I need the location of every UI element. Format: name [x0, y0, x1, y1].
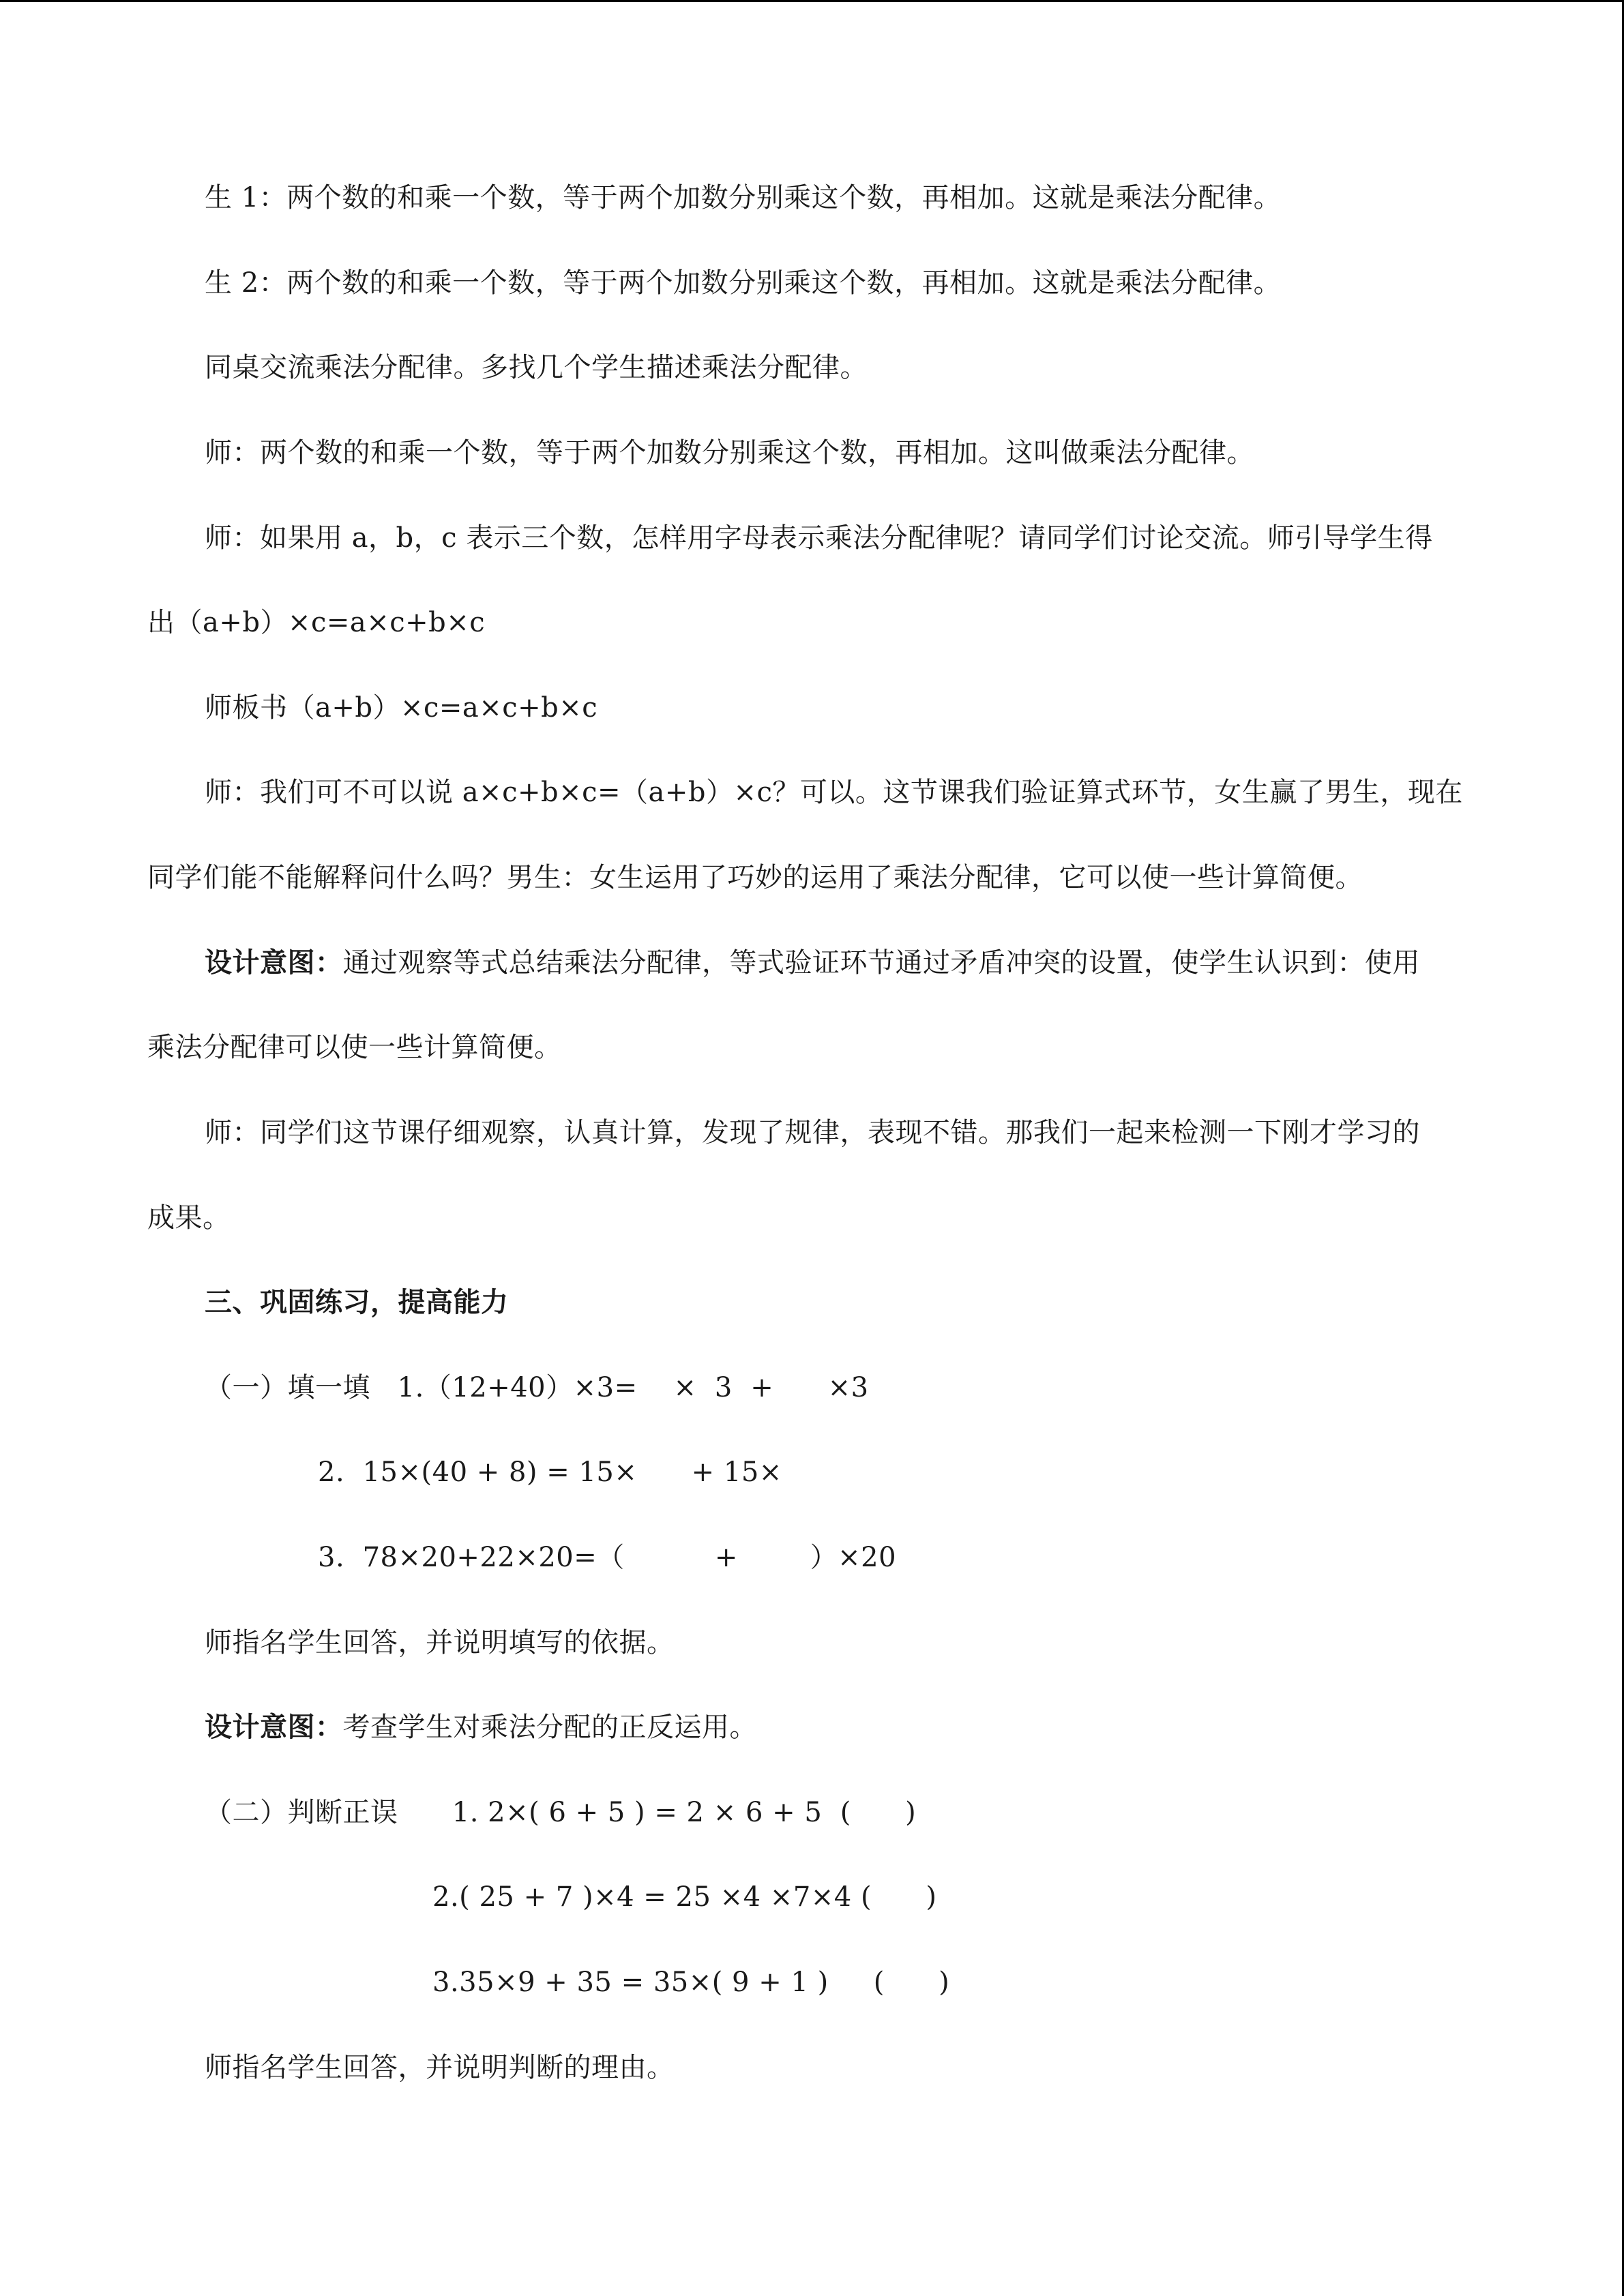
deskmate-exchange: 同桌交流乘法分配律。多找几个学生描述乘法分配律。 — [205, 352, 868, 383]
design-intent-text: 考查学生对乘法分配的正反运用。 — [342, 1712, 757, 1743]
student-2-answer: 生 2：两个数的和乘一个数，等于两个加数分别乘这个数，再相加。这就是乘法分配律。 — [205, 267, 1282, 299]
design-intent-text: 通过观察等式总结乘法分配律，等式验证环节通过矛盾冲突的设置，使学生认识到：使用 — [342, 947, 1420, 979]
design-intent-1-continued: 乘法分配律可以使一些计算简便。 — [147, 1032, 562, 1063]
teacher-praise: 师：同学们这节课仔细观察，认真计算，发现了规律，表现不错。那我们一起来检测一下刚才学习的 — [205, 1117, 1420, 1148]
page-top-border — [0, 0, 1624, 2]
design-intent-label: 设计意图： — [205, 1711, 343, 1743]
fill-in-item-3: 3. 78×20+22×20=（ + ）×20 — [318, 1542, 897, 1573]
student-1-answer: 生 1：两个数的和乘一个数，等于两个加数分别乘这个数，再相加。这就是乘法分配律。 — [205, 182, 1282, 213]
judge-item-1: （二）判断正误 1. 2×( 6 + 5 ) = 2 × 6 + 5 ( ) — [205, 1797, 917, 1828]
teacher-definition: 师：两个数的和乘一个数，等于两个加数分别乘这个数，再相加。这叫做乘法分配律。 — [205, 437, 1254, 468]
fill-in-item-2: 2. 15×(40 + 8) = 15× + 15× — [318, 1457, 782, 1488]
teacher-asks-reason: 师指名学生回答，并说明判断的理由。 — [205, 2052, 675, 2083]
teacher-letter-question: 师：如果用 a，b，c 表示三个数，怎样用字母表示乘法分配律呢？请同学们讨论交流。师引导学生得 — [205, 522, 1433, 554]
teacher-praise-continued: 成果。 — [147, 1202, 231, 1234]
formula-derivation: 出（a+b）×c=a×c+b×c — [147, 607, 486, 638]
section-heading-practice: 三、巩固练习，提高能力 — [205, 1286, 509, 1318]
design-intent-1 — [205, 944, 1420, 982]
design-intent-label: 设计意图： — [205, 946, 343, 979]
teacher-reverse-question: 师：我们可不可以说 a×c+b×c=（a+b）×c？可以。这节课我们验证算式环节，女生赢了男生，现在 — [205, 777, 1463, 808]
fill-in-item-1: （一）填一填 1.（12+40）×3= × 3 + ×3 — [205, 1372, 869, 1403]
explain-boys-girls: 同学们能不能解释问什么吗？男生：女生运用了巧妙的运用了乘法分配律，它可以使一些计算简便。 — [147, 862, 1363, 893]
judge-item-2: 2.( 25 + 7 )×4 = 25 ×4 ×7×4 ( ) — [432, 1881, 937, 1913]
teacher-asks-basis: 师指名学生回答，并说明填写的依据。 — [205, 1627, 675, 1658]
board-writing-formula: 师板书（a+b）×c=a×c+b×c — [205, 692, 598, 724]
judge-item-3: 3.35×9 + 35 = 35×( 9 + 1 ) ( ) — [432, 1967, 950, 1998]
design-intent-2 — [205, 1708, 757, 1746]
